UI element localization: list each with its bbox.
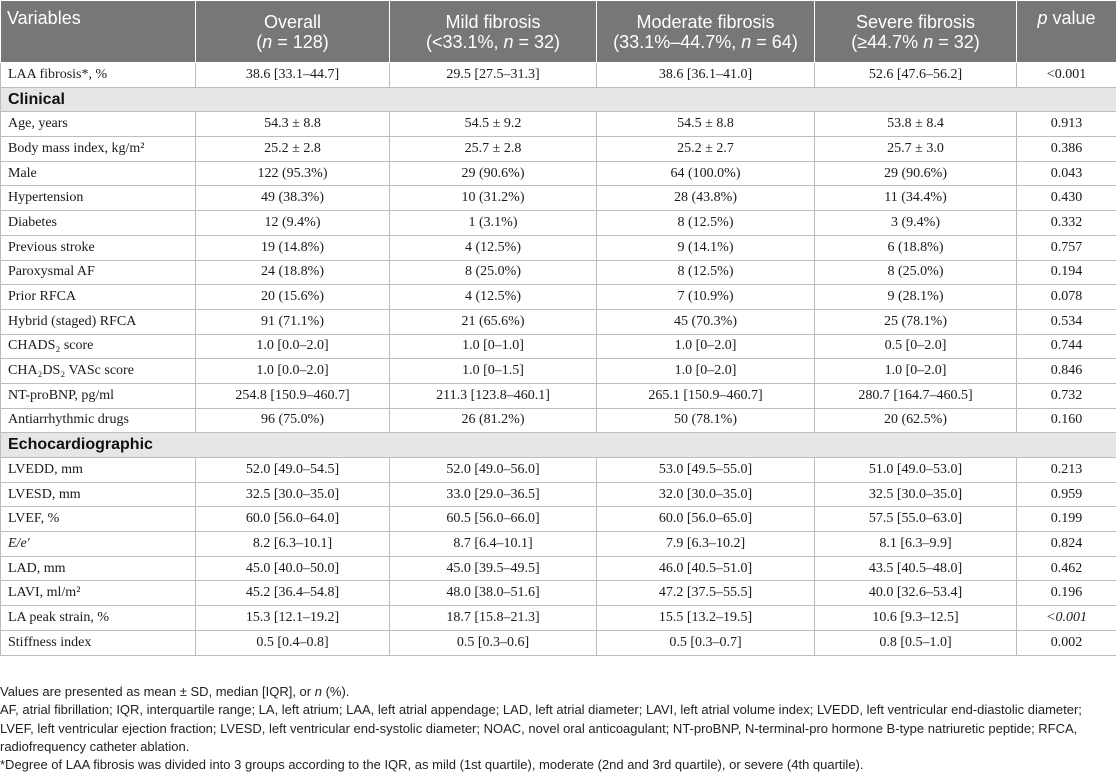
table-row: [1, 285, 1116, 310]
header-severe: [815, 1, 1017, 63]
value-cell: 38.6 [33.1–44.7]: [196, 63, 390, 88]
row-label: Stiffness index: [1, 630, 196, 655]
header-pvalue: [1017, 1, 1116, 63]
p-value-cell: 0.332: [1017, 211, 1116, 236]
value-cell: 96 (75.0%): [196, 408, 390, 433]
value-cell: 29.5 [27.5–31.3]: [390, 63, 597, 88]
value-cell: 46.0 [40.5–51.0]: [597, 556, 815, 581]
value-cell: 43.5 [40.5–48.0]: [815, 556, 1017, 581]
value-cell: 7 (10.9%): [597, 285, 815, 310]
p-value-cell: 0.043: [1017, 161, 1116, 186]
value-cell: 280.7 [164.7–460.5]: [815, 383, 1017, 408]
row-label: Prior RFCA: [1, 285, 196, 310]
header-overall-title: Overall: [263, 11, 321, 32]
value-cell: 1 (3.1%): [390, 211, 597, 236]
row-label: LVEDD, mm: [1, 458, 196, 483]
table-row: [1, 334, 1116, 359]
table-row: [1, 63, 1116, 88]
value-cell: 33.0 [29.0–36.5]: [390, 482, 597, 507]
table-row: [1, 211, 1116, 236]
value-cell: 1.0 [0–2.0]: [597, 359, 815, 384]
value-cell: 8.7 [6.4–10.1]: [390, 532, 597, 557]
value-cell: 0.8 [0.5–1.0]: [815, 630, 1017, 655]
value-cell: 25.7 ± 2.8: [390, 137, 597, 162]
row-label: Paroxysmal AF: [1, 260, 196, 285]
row-label: Hybrid (staged) RFCA: [1, 309, 196, 334]
header-moderate-count: = 64): [751, 31, 798, 52]
p-value-cell: <0.001: [1017, 63, 1116, 88]
table-body: [1, 63, 1116, 656]
row-label: E/e′: [1, 532, 196, 557]
value-cell: 40.0 [32.6–53.4]: [815, 581, 1017, 606]
p-value-cell: 0.430: [1017, 186, 1116, 211]
table-row: [1, 309, 1116, 334]
value-cell: 20 (62.5%): [815, 408, 1017, 433]
value-cell: 8 (12.5%): [597, 260, 815, 285]
value-cell: 51.0 [49.0–53.0]: [815, 458, 1017, 483]
value-cell: 4 (12.5%): [390, 285, 597, 310]
value-cell: 25.7 ± 3.0: [815, 137, 1017, 162]
value-cell: 10 (31.2%): [390, 186, 597, 211]
p-value-cell: 0.534: [1017, 309, 1116, 334]
header-mild-n: n: [503, 31, 514, 52]
value-cell: 54.3 ± 8.8: [196, 112, 390, 137]
table-row: [1, 137, 1116, 162]
section-row: [1, 433, 1116, 458]
header-severe-n: n: [923, 31, 934, 52]
value-cell: 54.5 ± 8.8: [597, 112, 815, 137]
footnote-abbreviations: AF, atrial fibrillation; IQR, interquartile range; LA, left atrium; LAA, left atrial appendage; LAD, left atrial diameter; LAVI, left atrial volume index; LVEDD, left ventricular end-diastolic diameter; LVEF, left ventricular ejection fraction; LVESD, left ventricular end-systolic diameter; NOAC, novel oral anticoagulant; NT-proBNP, N-terminal-pro hormone B-type natriuretic peptide; RFCA, radiofrequency catheter ablation.: [0, 702, 1082, 754]
footnote-values-b: (%).: [321, 684, 350, 699]
value-cell: 8 (25.0%): [815, 260, 1017, 285]
value-cell: 60.0 [56.0–65.0]: [597, 507, 815, 532]
value-cell: 0.5 [0.4–0.8]: [196, 630, 390, 655]
value-cell: 52.0 [49.0–54.5]: [196, 458, 390, 483]
footnote-values-a: Values are presented as mean ± SD, median [IQR], or: [0, 684, 315, 699]
row-label: CHA₂DS₂ VASc score: [1, 359, 196, 384]
row-label: Antiarrhythmic drugs: [1, 408, 196, 433]
row-label: LA peak strain, %: [1, 606, 196, 631]
header-moderate-title: Moderate fibrosis: [636, 11, 775, 32]
value-cell: 15.5 [13.2–19.5]: [597, 606, 815, 631]
row-label: NT-proBNP, pg/ml: [1, 383, 196, 408]
value-cell: 211.3 [123.8–460.1]: [390, 383, 597, 408]
row-label: Previous stroke: [1, 235, 196, 260]
value-cell: 19 (14.8%): [196, 235, 390, 260]
row-label: Hypertension: [1, 186, 196, 211]
p-value-cell: 0.078: [1017, 285, 1116, 310]
table-row: [1, 186, 1116, 211]
value-cell: 29 (90.6%): [815, 161, 1017, 186]
value-cell: 45.0 [39.5–49.5]: [390, 556, 597, 581]
row-label: CHADS₂ score: [1, 334, 196, 359]
value-cell: 0.5 [0–2.0]: [815, 334, 1017, 359]
header-severe-title: Severe fibrosis: [855, 11, 976, 32]
value-cell: 1.0 [0.0–2.0]: [196, 334, 390, 359]
value-cell: 8.1 [6.3–9.9]: [815, 532, 1017, 557]
header-mild-open: (<33.1%,: [425, 31, 504, 52]
value-cell: 45.2 [36.4–54.8]: [196, 581, 390, 606]
p-value-cell: 0.732: [1017, 383, 1116, 408]
header-variables: Variables: [1, 1, 196, 63]
p-value-cell: 0.196: [1017, 581, 1116, 606]
value-cell: 25 (78.1%): [815, 309, 1017, 334]
table-row: [1, 235, 1116, 260]
value-cell: 60.5 [56.0–66.0]: [390, 507, 597, 532]
value-cell: 52.0 [49.0–56.0]: [390, 458, 597, 483]
value-cell: 21 (65.6%): [390, 309, 597, 334]
value-cell: 32.5 [30.0–35.0]: [196, 482, 390, 507]
value-cell: 10.6 [9.3–12.5]: [815, 606, 1017, 631]
value-cell: 0.5 [0.3–0.6]: [390, 630, 597, 655]
p-value-cell: 0.744: [1017, 334, 1116, 359]
value-cell: 1.0 [0–2.0]: [597, 334, 815, 359]
value-cell: 24 (18.8%): [196, 260, 390, 285]
value-cell: 25.2 ± 2.7: [597, 137, 815, 162]
value-cell: 45 (70.3%): [597, 309, 815, 334]
p-value-cell: 0.002: [1017, 630, 1116, 655]
p-value-cell: 0.913: [1017, 112, 1116, 137]
section-heading: Echocardiographic: [1, 433, 1116, 458]
p-value-cell: <0.001: [1017, 606, 1116, 631]
value-cell: 49 (38.3%): [196, 186, 390, 211]
value-cell: 265.1 [150.9–460.7]: [597, 383, 815, 408]
p-value-cell: 0.194: [1017, 260, 1116, 285]
value-cell: 50 (78.1%): [597, 408, 815, 433]
value-cell: 8.2 [6.3–10.1]: [196, 532, 390, 557]
table-row: [1, 112, 1116, 137]
value-cell: 15.3 [12.1–19.2]: [196, 606, 390, 631]
value-cell: 60.0 [56.0–64.0]: [196, 507, 390, 532]
value-cell: 7.9 [6.3–10.2]: [597, 532, 815, 557]
table-row: [1, 161, 1116, 186]
value-cell: 1.0 [0.0–2.0]: [196, 359, 390, 384]
value-cell: 8 (12.5%): [597, 211, 815, 236]
row-label: Age, years: [1, 112, 196, 137]
value-cell: 1.0 [0–1.5]: [390, 359, 597, 384]
section-row: [1, 87, 1116, 112]
table-row: [1, 556, 1116, 581]
footnote-star: *Degree of LAA fibrosis was divided into 3 groups according to the IQR, as mild (1st quartile), moderate (2nd and 3rd quartile), or severe (4th quartile).: [0, 757, 864, 773]
row-label: LVESD, mm: [1, 482, 196, 507]
value-cell: 64 (100.0%): [597, 161, 815, 186]
value-cell: 254.8 [150.9–460.7]: [196, 383, 390, 408]
p-value-cell: 0.462: [1017, 556, 1116, 581]
row-label: LAD, mm: [1, 556, 196, 581]
header-overall-open: (: [256, 31, 263, 52]
table-row: [1, 482, 1116, 507]
header-overall-n: n: [262, 31, 273, 52]
p-value-cell: 0.824: [1017, 532, 1116, 557]
value-cell: 18.7 [15.8–21.3]: [390, 606, 597, 631]
p-value-cell: 0.846: [1017, 359, 1116, 384]
table-row: [1, 581, 1116, 606]
value-cell: 48.0 [38.0–51.6]: [390, 581, 597, 606]
header-severe-open: (≥44.7%: [851, 31, 924, 52]
p-value-cell: 0.199: [1017, 507, 1116, 532]
value-cell: 12 (9.4%): [196, 211, 390, 236]
header-overall: [196, 1, 390, 63]
table-row: [1, 408, 1116, 433]
table-row: [1, 260, 1116, 285]
table-row: [1, 383, 1116, 408]
value-cell: 122 (95.3%): [196, 161, 390, 186]
value-cell: 25.2 ± 2.8: [196, 137, 390, 162]
p-value-cell: 0.160: [1017, 408, 1116, 433]
value-cell: 26 (81.2%): [390, 408, 597, 433]
footnote-values: [0, 683, 1110, 701]
value-cell: 8 (25.0%): [390, 260, 597, 285]
value-cell: 47.2 [37.5–55.5]: [597, 581, 815, 606]
value-cell: 54.5 ± 9.2: [390, 112, 597, 137]
table-row: [1, 458, 1116, 483]
header-moderate-open: (33.1%–44.7%,: [613, 31, 742, 52]
table-row: [1, 359, 1116, 384]
value-cell: 11 (34.4%): [815, 186, 1017, 211]
row-label: Diabetes: [1, 211, 196, 236]
header-pvalue-word: value: [1047, 8, 1096, 28]
header-row: [1, 1, 1116, 63]
p-value-cell: 0.959: [1017, 482, 1116, 507]
value-cell: 0.5 [0.3–0.7]: [597, 630, 815, 655]
value-cell: 45.0 [40.0–50.0]: [196, 556, 390, 581]
value-cell: 3 (9.4%): [815, 211, 1017, 236]
row-label: Male: [1, 161, 196, 186]
p-value-cell: 0.386: [1017, 137, 1116, 162]
header-severe-count: = 32): [933, 31, 980, 52]
row-label: LVEF, %: [1, 507, 196, 532]
header-mild-title: Mild fibrosis: [445, 11, 541, 32]
value-cell: 53.8 ± 8.4: [815, 112, 1017, 137]
header-overall-count: = 128): [272, 31, 329, 52]
value-cell: 52.6 [47.6–56.2]: [815, 63, 1017, 88]
table-row: [1, 507, 1116, 532]
row-label: LAVI, ml/m²: [1, 581, 196, 606]
value-cell: 53.0 [49.5–55.0]: [597, 458, 815, 483]
value-cell: 1.0 [0–2.0]: [815, 359, 1017, 384]
value-cell: 91 (71.1%): [196, 309, 390, 334]
row-label: LAA fibrosis*, %: [1, 63, 196, 88]
value-cell: 32.5 [30.0–35.0]: [815, 482, 1017, 507]
p-value-cell: 0.213: [1017, 458, 1116, 483]
table-row: [1, 532, 1116, 557]
value-cell: 9 (14.1%): [597, 235, 815, 260]
header-moderate: [597, 1, 815, 63]
value-cell: 38.6 [36.1–41.0]: [597, 63, 815, 88]
value-cell: 4 (12.5%): [390, 235, 597, 260]
table-row: [1, 606, 1116, 631]
header-mild: [390, 1, 597, 63]
section-heading: Clinical: [1, 87, 1116, 112]
table-row: [1, 630, 1116, 655]
header-moderate-n: n: [741, 31, 752, 52]
value-cell: 29 (90.6%): [390, 161, 597, 186]
value-cell: 6 (18.8%): [815, 235, 1017, 260]
value-cell: 57.5 [55.0–63.0]: [815, 507, 1017, 532]
value-cell: 28 (43.8%): [597, 186, 815, 211]
header-mild-count: = 32): [513, 31, 561, 52]
value-cell: 9 (28.1%): [815, 285, 1017, 310]
header-pvalue-p: p: [1037, 8, 1048, 28]
value-cell: 32.0 [30.0–35.0]: [597, 482, 815, 507]
footnote-values-n: n: [314, 684, 322, 699]
footnotes: [0, 683, 1110, 774]
value-cell: 20 (15.6%): [196, 285, 390, 310]
value-cell: 1.0 [0–1.0]: [390, 334, 597, 359]
row-label: Body mass index, kg/m²: [1, 137, 196, 162]
p-value-cell: 0.757: [1017, 235, 1116, 260]
